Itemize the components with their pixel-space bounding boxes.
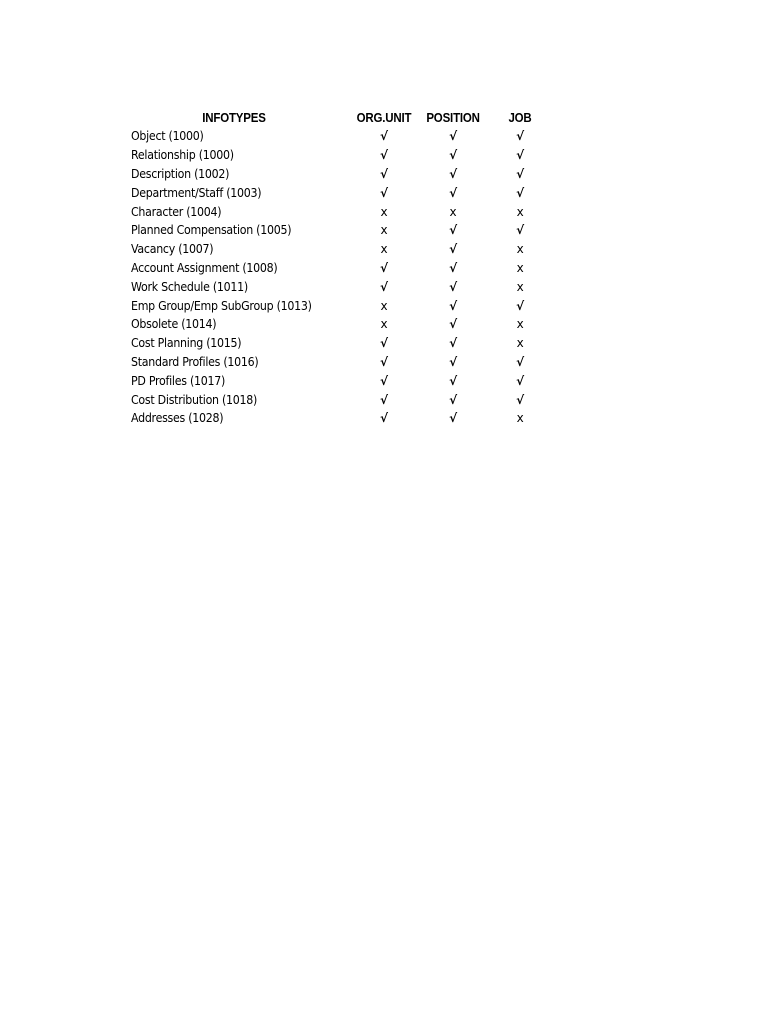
org-unit-mark-cell [344,296,424,315]
infotype-name-cell [124,221,344,240]
infotype-name-cell [124,296,344,315]
job-mark: √ [516,148,525,163]
infotype-name: Character (1004) [131,204,222,219]
infotype-name: Description (1002) [131,166,230,181]
position-mark-cell [424,390,482,409]
org-unit-mark-cell [344,390,424,409]
org-unit-mark: x [380,298,388,313]
org-unit-mark-cell [344,409,424,428]
table-row [124,371,558,390]
org-unit-mark-cell [344,240,424,259]
infotype-name: Work Schedule (1011) [131,279,248,294]
infotype-name-cell [124,409,344,428]
infotypes-table [124,108,558,428]
infotype-name: PD Profiles (1017) [131,373,226,388]
org-unit-mark-cell [344,183,424,202]
job-mark: √ [516,392,525,407]
org-unit-mark-cell [344,334,424,353]
infotype-name-cell [124,315,344,334]
table-row [124,296,558,315]
position-mark: √ [449,373,458,388]
position-mark: √ [449,260,458,275]
job-mark: √ [516,373,525,388]
position-mark-cell [424,127,482,146]
org-unit-mark: √ [379,411,388,426]
org-unit-mark: x [380,223,388,238]
table-row [124,353,558,372]
job-mark: x [516,260,524,275]
job-mark: √ [516,129,525,144]
position-mark: √ [449,166,458,181]
job-mark: x [516,411,524,426]
job-mark: x [516,317,524,332]
table-row [124,259,558,278]
infotype-name-cell [124,353,344,372]
org-unit-mark-cell [344,165,424,184]
infotype-name-cell [124,127,344,146]
infotype-name: Emp Group/Emp SubGroup (1013) [131,298,312,313]
job-mark: x [516,242,524,257]
position-mark-cell [424,371,482,390]
position-mark: √ [449,336,458,351]
org-unit-mark-cell [344,277,424,296]
job-mark-cell [482,259,558,278]
org-unit-mark-cell [344,202,424,221]
infotype-name: Object (1000) [131,129,204,144]
org-unit-mark: √ [379,392,388,407]
header-job: JOB [508,110,532,125]
infotype-name-cell [124,371,344,390]
position-mark-cell [424,334,482,353]
job-mark: √ [516,185,525,200]
job-mark-cell [482,221,558,240]
job-mark-cell [482,390,558,409]
job-mark: √ [516,166,525,181]
org-unit-mark: x [380,204,388,219]
org-unit-mark-cell [344,221,424,240]
table-row [124,277,558,296]
job-mark-cell [482,202,558,221]
header-infotypes: INFOTYPES [202,110,266,125]
infotype-name: Cost Distribution (1018) [131,392,258,407]
org-unit-mark: x [380,242,388,257]
job-mark-cell [482,315,558,334]
position-mark-cell [424,183,482,202]
job-mark: √ [516,298,525,313]
job-mark-cell [482,240,558,259]
job-mark-cell [482,277,558,296]
position-mark: √ [449,148,458,163]
table-row [124,165,558,184]
infotype-name-cell [124,259,344,278]
position-mark: √ [449,185,458,200]
position-mark-cell [424,315,482,334]
job-mark-cell [482,165,558,184]
org-unit-mark: x [380,317,388,332]
infotype-name: Account Assignment (1008) [131,260,278,275]
org-unit-mark-cell [344,353,424,372]
org-unit-mark-cell [344,259,424,278]
infotype-name-cell [124,390,344,409]
table-row [124,334,558,353]
table-row [124,221,558,240]
header-position: POSITION [426,110,480,125]
header-row [124,108,558,127]
table-row [124,183,558,202]
position-mark: √ [449,392,458,407]
position-mark-cell [424,409,482,428]
position-mark-cell [424,259,482,278]
infotypes-sheet [124,108,558,428]
job-mark: x [516,336,524,351]
org-unit-mark: √ [379,354,388,369]
org-unit-mark-cell [344,371,424,390]
position-mark: √ [449,317,458,332]
job-mark-cell [482,183,558,202]
org-unit-mark: √ [379,279,388,294]
position-mark: √ [449,223,458,238]
job-mark: √ [516,223,525,238]
position-mark: x [449,204,457,219]
infotype-name-cell [124,183,344,202]
position-mark-cell [424,146,482,165]
job-mark: √ [516,354,525,369]
infotype-name-cell [124,240,344,259]
table-row [124,146,558,165]
position-mark-cell [424,240,482,259]
infotype-name: Standard Profiles (1016) [131,354,259,369]
job-mark-cell [482,146,558,165]
org-unit-mark: √ [379,336,388,351]
job-mark-cell [482,296,558,315]
org-unit-mark: √ [379,166,388,181]
org-unit-mark-cell [344,146,424,165]
position-mark: √ [449,242,458,257]
infotype-name-cell [124,146,344,165]
job-mark-cell [482,371,558,390]
job-mark-cell [482,353,558,372]
infotype-name: Obsolete (1014) [131,317,217,332]
position-mark-cell [424,202,482,221]
position-mark-cell [424,165,482,184]
infotype-name-cell [124,202,344,221]
infotype-name-cell [124,334,344,353]
infotype-name: Vacancy (1007) [131,242,214,257]
position-mark-cell [424,353,482,372]
table-body [124,127,558,428]
infotype-name: Planned Compensation (1005) [131,223,292,238]
infotype-name-cell [124,277,344,296]
table-row [124,240,558,259]
infotype-name-cell [124,165,344,184]
position-mark: √ [449,411,458,426]
org-unit-mark: √ [379,260,388,275]
job-mark: x [516,204,524,219]
position-mark-cell [424,277,482,296]
position-mark: √ [449,354,458,369]
org-unit-mark-cell [344,127,424,146]
org-unit-mark: √ [379,373,388,388]
position-mark-cell [424,221,482,240]
org-unit-mark: √ [379,185,388,200]
position-mark-cell [424,296,482,315]
position-mark: √ [449,279,458,294]
org-unit-mark: √ [379,148,388,163]
table-row [124,409,558,428]
table-row [124,127,558,146]
job-mark-cell [482,409,558,428]
job-mark: x [516,279,524,294]
org-unit-mark: √ [379,129,388,144]
position-mark: √ [449,129,458,144]
org-unit-mark-cell [344,315,424,334]
header-org-unit: ORG.UNIT [356,110,412,125]
table-row [124,390,558,409]
infotype-name: Addresses (1028) [131,411,224,426]
table-row [124,315,558,334]
job-mark-cell [482,334,558,353]
table-row [124,202,558,221]
position-mark: √ [449,298,458,313]
infotype-name: Relationship (1000) [131,148,234,163]
job-mark-cell [482,127,558,146]
infotype-name: Cost Planning (1015) [131,336,242,351]
infotype-name: Department/Staff (1003) [131,185,262,200]
